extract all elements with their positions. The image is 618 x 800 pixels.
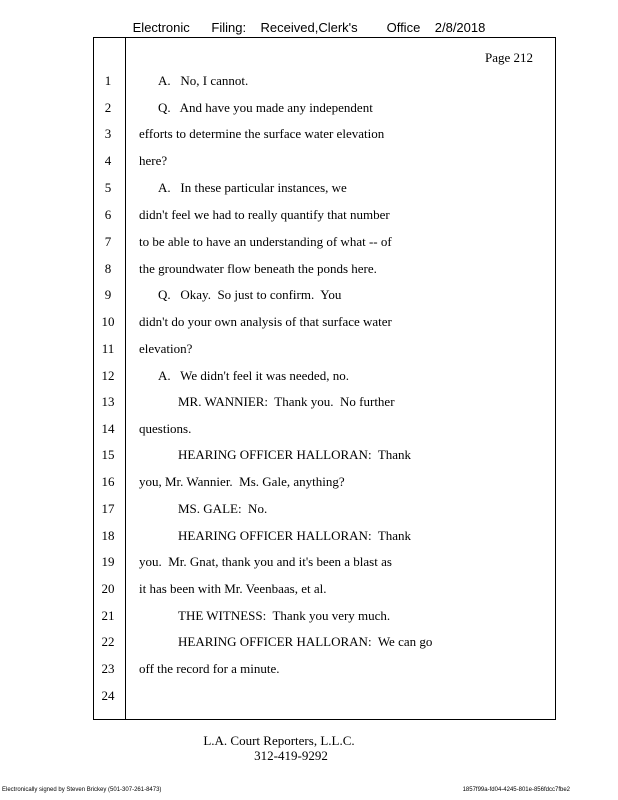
line-text: A. In these particular instances, we bbox=[158, 180, 347, 195]
line-text: A. We didn't feel it was needed, no. bbox=[158, 368, 349, 383]
line-number: 1 bbox=[104, 73, 112, 88]
transcript-line bbox=[93, 207, 556, 227]
transcript-line bbox=[93, 447, 556, 467]
transcript-line bbox=[93, 261, 556, 281]
line-text: efforts to determine the surface water elevation bbox=[139, 126, 385, 141]
line-number: 6 bbox=[104, 207, 112, 222]
line-number: 13 bbox=[101, 394, 115, 409]
line-number: 12 bbox=[101, 368, 115, 383]
line-text: elevation? bbox=[139, 341, 193, 356]
line-number: 15 bbox=[101, 447, 115, 462]
header-received: Received,Clerk's bbox=[260, 20, 358, 35]
transcript-line bbox=[93, 287, 556, 307]
transcript-line bbox=[93, 314, 556, 334]
line-number: 20 bbox=[101, 581, 115, 596]
line-number: 10 bbox=[101, 314, 115, 329]
line-text: THE WITNESS: Thank you very much. bbox=[178, 608, 391, 623]
reporter-phone: 312-419-9292 bbox=[254, 748, 328, 763]
line-text: HEARING OFFICER HALLORAN: Thank bbox=[178, 447, 412, 462]
reporter-company: L.A. Court Reporters, L.L.C. bbox=[203, 733, 355, 748]
transcript-line bbox=[93, 501, 556, 521]
transcript-line bbox=[93, 394, 556, 414]
transcript-line bbox=[93, 180, 556, 200]
transcript-line bbox=[93, 634, 556, 654]
line-number: 19 bbox=[101, 554, 115, 569]
transcript-line bbox=[93, 554, 556, 574]
transcript-line bbox=[93, 73, 556, 93]
line-text: to be able to have an understanding of what -- of bbox=[139, 234, 392, 249]
filing-header bbox=[0, 20, 618, 35]
line-text: didn't do your own analysis of that surface water bbox=[139, 314, 392, 329]
header-electronic: Electronic bbox=[132, 20, 190, 35]
transcript-line bbox=[93, 608, 556, 628]
line-text: the groundwater flow beneath the ponds here. bbox=[139, 261, 377, 276]
line-number: 5 bbox=[104, 180, 112, 195]
header-office: Office bbox=[386, 20, 421, 35]
line-number: 4 bbox=[104, 153, 112, 168]
transcript-line bbox=[93, 688, 556, 708]
line-number: 17 bbox=[101, 501, 115, 516]
line-number: 3 bbox=[104, 126, 112, 141]
line-text: HEARING OFFICER HALLORAN: We can go bbox=[178, 634, 433, 649]
line-number: 24 bbox=[101, 688, 115, 703]
transcript-line bbox=[93, 421, 556, 441]
transcript-line bbox=[93, 368, 556, 388]
line-text: questions. bbox=[139, 421, 192, 436]
electronic-signature: Electronically signed by Steven Brickey (501-307-261-8473) bbox=[2, 787, 162, 793]
line-text: Q. And have you made any independent bbox=[158, 100, 373, 115]
header-date: 2/8/2018 bbox=[434, 20, 486, 35]
line-text: you. Mr. Gnat, thank you and it's been a blast as bbox=[139, 554, 392, 569]
line-text: HEARING OFFICER HALLORAN: Thank bbox=[178, 528, 412, 543]
transcript-line bbox=[93, 661, 556, 681]
line-text: A. No, I cannot. bbox=[158, 73, 249, 88]
line-number: 9 bbox=[104, 287, 112, 302]
line-number: 23 bbox=[101, 661, 115, 676]
line-text: Q. Okay. So just to confirm. You bbox=[158, 287, 342, 302]
transcript-line bbox=[93, 581, 556, 601]
line-number: 11 bbox=[101, 341, 115, 356]
line-number: 7 bbox=[104, 234, 112, 249]
line-text: you, Mr. Wannier. Ms. Gale, anything? bbox=[139, 474, 345, 489]
line-number: 22 bbox=[101, 634, 115, 649]
line-number: 8 bbox=[104, 261, 112, 276]
transcript-line bbox=[93, 341, 556, 361]
line-number: 18 bbox=[101, 528, 115, 543]
line-text: MR. WANNIER: Thank you. No further bbox=[178, 394, 395, 409]
page-number: Page 212 bbox=[484, 50, 533, 65]
transcript-line bbox=[93, 153, 556, 173]
line-number: 21 bbox=[101, 608, 115, 623]
line-number: 2 bbox=[104, 100, 112, 115]
line-text: didn't feel we had to really quantify that number bbox=[139, 207, 390, 222]
line-text: MS. GALE: No. bbox=[178, 501, 268, 516]
transcript-line bbox=[93, 100, 556, 120]
line-text: it has been with Mr. Veenbaas, et al. bbox=[139, 581, 327, 596]
transcript-line bbox=[93, 234, 556, 254]
line-number: 14 bbox=[101, 421, 115, 436]
document-hash: 1857f99a-fd04-4245-801e-856fdcc7fbe2 bbox=[462, 787, 570, 793]
transcript-line bbox=[93, 474, 556, 494]
line-number: 16 bbox=[101, 474, 115, 489]
line-text: off the record for a minute. bbox=[139, 661, 280, 676]
line-text: here? bbox=[139, 153, 168, 168]
header-filing: Filing: bbox=[211, 20, 247, 35]
transcript-line bbox=[93, 126, 556, 146]
transcript-line bbox=[93, 528, 556, 548]
